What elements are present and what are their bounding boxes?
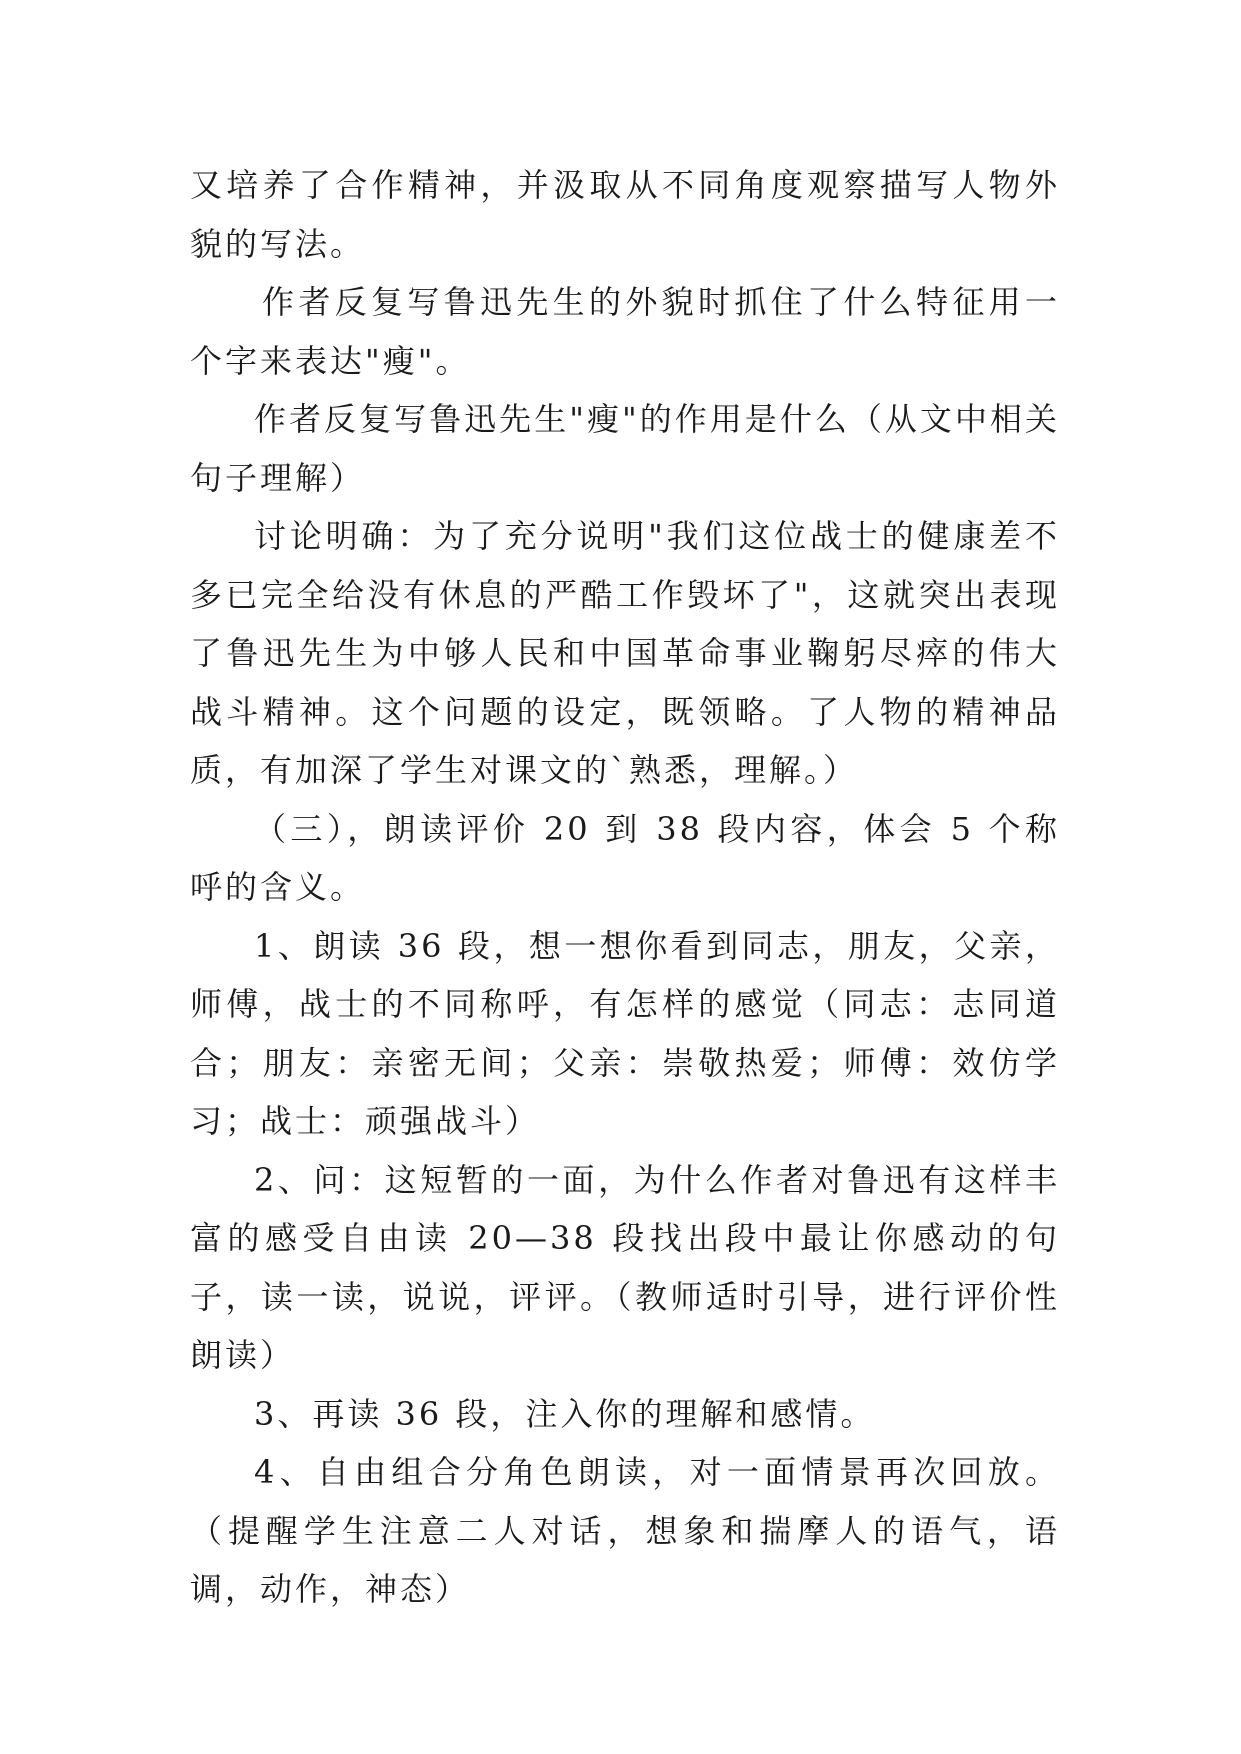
document-body bbox=[190, 156, 1060, 1619]
paragraph-item-1: 1、朗读 36 段，想一想你看到同志，朋友，父亲，师傅，战士的不同称呼，有怎样的感觉（同志：志同道合；朋友：亲密无间；父亲：崇敬热爱；师傅：效仿学习；战士：顽强战斗） bbox=[190, 926, 1060, 1140]
paragraph-item-3: 3、再读 36 段，注入你的理解和感情。 bbox=[254, 1394, 876, 1433]
paragraph-section-three: （三），朗读评价 20 到 38 段内容，体会 5 个称呼的含义。 bbox=[190, 809, 1060, 906]
paragraph-item-4: 4、自由组合分角色朗读，对一面情景再次回放。（提醒学生注意二人对话，想象和揣摩人的语气，语调，动作，神态） bbox=[190, 1453, 1060, 1608]
paragraph-question-effect: 作者反复写鲁迅先生"瘦"的作用是什么（从文中相关句子理解） bbox=[190, 400, 1060, 497]
paragraph-item-2: 2、问：这短暂的一面，为什么作者对鲁迅有这样丰富的感受自由读 20—38 段找出段中最让你感动的句子，读一读，说说，评评。（教师适时引导，进行评价性朗读） bbox=[190, 1160, 1060, 1374]
paragraph-continuation: 又培养了合作精神，并汲取从不同角度观察描写人物外貌的写法。 bbox=[190, 166, 1060, 263]
paragraph-question-feature: 作者反复写鲁迅先生的外貌时抓住了什么特征用一个字来表达"瘦"。 bbox=[190, 283, 1060, 380]
paragraph-discussion: 讨论明确：为了充分说明"我们这位战士的健康差不多已完全给没有休息的严酷工作毁坏了"，这就突出表现了鲁迅先生为中够人民和中国革命事业鞠躬尽瘁的伟大战斗精神。这个问题的设定，既领略。了人物的精神品质，有加深了学生对课文的`熟悉，理解。） bbox=[190, 517, 1060, 789]
